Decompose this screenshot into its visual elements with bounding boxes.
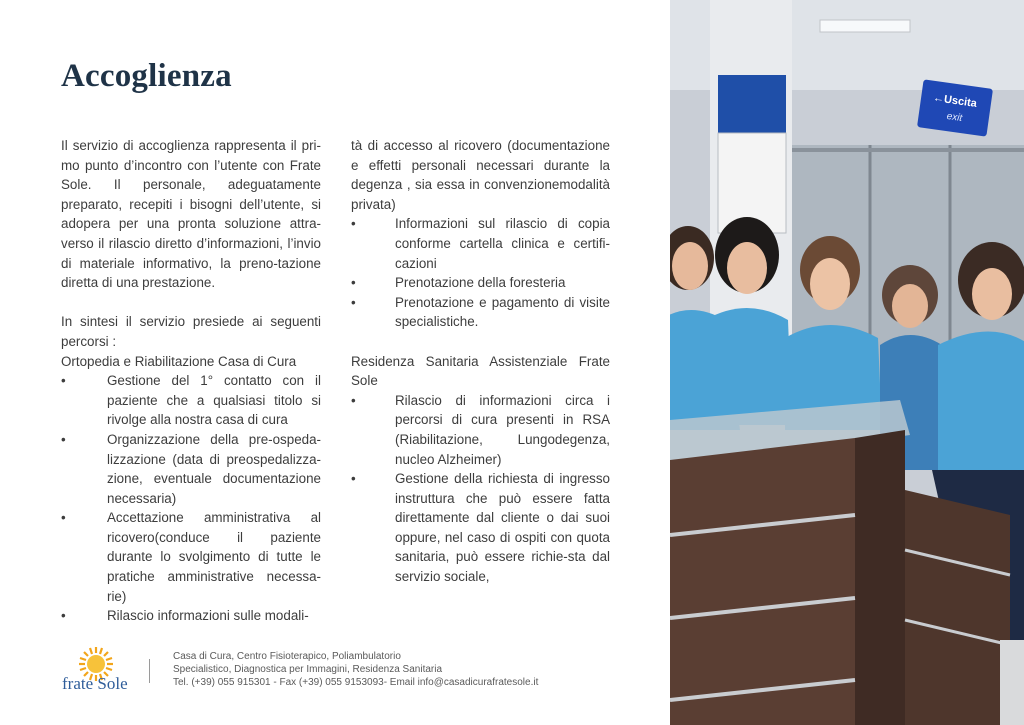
bullet-icon: • <box>351 392 356 408</box>
svg-text:←: ← <box>932 91 945 106</box>
footer-info <box>173 650 538 689</box>
page-title: Accoglienza <box>61 58 232 94</box>
staff-photo-illustration <box>670 0 1024 725</box>
list-item: • Rilascio di informazioni circa i percorsi di cura presenti in RSA (Riabilitazione, Lungodegenza, nucleo Alzheimer) <box>351 392 610 467</box>
list-item: • Accettazione amministrativa al ricovero(conduce il paziente durante lo svolgimento di tutte le pratiche amministrative necessa-rie) <box>61 510 321 604</box>
reception-staff-photo <box>670 0 1024 725</box>
footer-divider <box>149 659 150 683</box>
exit-sign-icon <box>917 79 993 136</box>
footer-contacts: Tel. (+39) 055 915301 - Fax (+39) 055 9153093- Email info@casadicurafratesole.it <box>173 677 539 688</box>
text-column-right <box>351 136 610 587</box>
bullet-icon: • <box>61 373 66 389</box>
exit-sign-sublabel: exit <box>945 110 963 125</box>
bullet-icon: • <box>61 431 66 447</box>
bullet-icon: • <box>61 608 66 624</box>
bullet-icon: • <box>351 471 356 487</box>
intro-paragraph: Il servizio di accoglienza rappresenta il pri-mo punto d’incontro con l’utente con Frate Sole. Il personale, adeguatamente preparato, recepiti i bisogni dell’utente, si adopera per una pronta soluzione attra-verso il rilascio diretto d’informazioni, l’invio di materiale informativo, la preno-tazione diretta di una prestazione. <box>61 138 321 291</box>
footer-line-1: Casa di Cura, Centro Fisioterapico, Poliambulatorio <box>173 651 401 662</box>
logo-wordmark: frate Sole <box>62 674 128 693</box>
bullet-icon: • <box>351 294 356 310</box>
summary-paragraph: In sintesi il servizio presiede ai seguenti percorsi : <box>61 314 321 349</box>
bullet-icon: • <box>351 216 356 232</box>
section-heading-ortopedia: Ortopedia e Riabilitazione Casa di Cura <box>61 353 297 369</box>
text-column-left <box>61 136 321 626</box>
list-item-continuation: tà di accesso al ricovero (documentazione e effetti personali necessari durante la degenza , sia essa in convenzionemodalità privata) <box>351 138 610 212</box>
section-heading-rsa: Residenza Sanitaria Assistenziale Frate Sole <box>351 353 610 389</box>
list-item: • Gestione del 1° contatto con il paziente che a qualsiasi titolo si rivolge alla nostra casa di cura <box>61 373 321 428</box>
footer-line-2: Specialistico, Diagnostica per Immagini, Residenza Sanitaria <box>173 664 443 675</box>
list-item: • Rilascio informazioni sulle modali- <box>61 606 321 626</box>
list-item: • Informazioni sul rilascio di copia conforme cartella clinica e certifi-cazioni <box>351 216 610 271</box>
bullet-icon: • <box>351 275 356 291</box>
list-item: • Prenotazione e pagamento di visite specialistiche. <box>351 294 610 330</box>
bullet-icon: • <box>61 510 66 526</box>
list-item: • Prenotazione della foresteria <box>351 273 610 293</box>
exit-sign-label: Uscita <box>943 93 978 110</box>
list-item: • Gestione della richiesta di ingresso instruttura che può essere fatta direttamente dal cliente o dai suoi oppure, nel caso di ospiti con quota sanitaria, può essere richie-sta dal servizio sociale, <box>351 471 610 585</box>
list-item: • Organizzazione della pre-ospeda-lizzazione (data di preospedalizza-zione, eventuale documentazione necessaria) <box>61 431 321 506</box>
